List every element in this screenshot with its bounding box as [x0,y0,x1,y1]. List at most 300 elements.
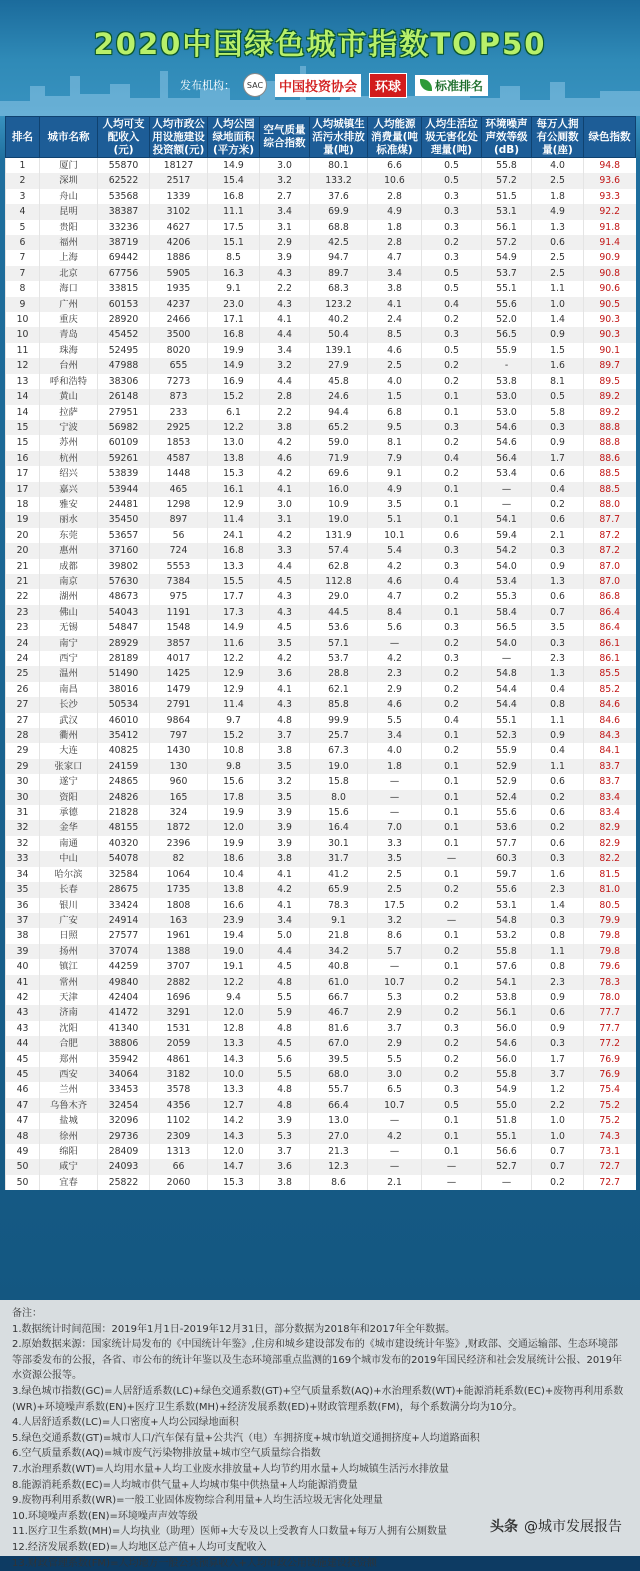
table-row [6,898,636,913]
value-cell: 15.6 [208,774,260,789]
value-cell: 0.4 [532,682,584,697]
rank-cell: 45 [6,1067,40,1082]
value-cell: 0.1 [422,1129,482,1144]
green-index-cell: 84.6 [584,713,636,728]
green-index-cell: 79.6 [584,959,636,974]
city-cell: 南宁 [40,636,98,651]
value-cell: 59.7 [482,867,532,882]
watermark-brand: 头条 [490,1516,518,1536]
value-cell: 139.1 [310,343,368,358]
value-cell: 2.8 [260,389,310,404]
value-cell: 3.7 [260,728,310,743]
table-row [6,666,636,681]
rank-cell: 50 [6,1175,40,1190]
value-cell: 1.6 [532,867,584,882]
value-cell: 19.9 [208,836,260,851]
value-cell: 55.3 [482,589,532,604]
value-cell: 0.2 [422,944,482,959]
city-cell: 日照 [40,928,98,943]
value-cell: 65.9 [310,882,368,897]
value-cell: 59.4 [482,528,532,543]
value-cell: 5.5 [260,990,310,1005]
column-header: 空气质量综合指数 [260,117,310,158]
rank-cell: 29 [6,743,40,758]
value-cell: 4.8 [260,1021,310,1036]
value-cell: 0.3 [422,220,482,235]
value-cell: 4.5 [260,574,310,589]
note-line: 11.医疗卫生系数(MH)=人均执业（助理）医师+大专及以上受教育人口数量+每万人拥有公厕数量 [12,1524,627,1540]
value-cell: 0.1 [422,774,482,789]
column-header: 人均能源消费量(吨标准煤) [368,117,422,158]
city-cell: 银川 [40,898,98,913]
value-cell: 45452 [98,327,150,342]
green-index-cell: 90.1 [584,343,636,358]
value-cell: 3.2 [260,173,310,188]
city-cell: 郑州 [40,1052,98,1067]
rank-cell: 39 [6,944,40,959]
green-index-cell: 94.8 [584,158,636,174]
value-cell: 5.6 [260,1052,310,1067]
value-cell: 54.4 [482,682,532,697]
value-cell: 0.1 [422,836,482,851]
value-cell: 0.2 [422,697,482,712]
rank-cell: 33 [6,851,40,866]
city-cell: 盐城 [40,1113,98,1128]
green-index-cell: 87.7 [584,512,636,527]
table-row [6,959,636,974]
table-row [6,574,636,589]
table-row [6,605,636,620]
value-cell: 3.2 [260,358,310,373]
value-cell: 2.9 [260,235,310,250]
value-cell: 133.2 [310,173,368,188]
table-row [6,220,636,235]
value-cell: 0.9 [532,559,584,574]
note-line: 12.经济发展系数(ED)=人均地区总产值+人均可支配收入 [12,1540,627,1556]
value-cell: 9.1 [310,913,368,928]
value-cell: 24093 [98,1159,150,1174]
value-cell: 16.4 [310,820,368,835]
value-cell: 53.4 [482,466,532,481]
column-header: 人均可支配收入(元) [98,117,150,158]
value-cell: 131.9 [310,528,368,543]
value-cell: 0.4 [422,451,482,466]
value-cell: 12.2 [208,975,260,990]
value-cell: 4.9 [368,482,422,497]
green-index-cell: 76.9 [584,1067,636,1082]
value-cell: 4.8 [260,1098,310,1113]
rank-cell: 26 [6,682,40,697]
city-cell: 东莞 [40,528,98,543]
value-cell: 1388 [150,944,208,959]
value-cell: 5.9 [260,1005,310,1020]
value-cell: 3.2 [260,774,310,789]
value-cell: 16.1 [208,482,260,497]
value-cell: 54.6 [482,420,532,435]
green-index-cell: 88.6 [584,451,636,466]
value-cell: 3500 [150,327,208,342]
value-cell: 29736 [98,1129,150,1144]
value-cell: 1.8 [368,220,422,235]
value-cell: 960 [150,774,208,789]
value-cell: 67.0 [310,1036,368,1051]
value-cell: 14.9 [208,620,260,635]
value-cell: 11.4 [208,512,260,527]
green-index-cell: 81.5 [584,867,636,882]
table-row [6,1067,636,1082]
rank-cell: 23 [6,605,40,620]
value-cell: 27951 [98,405,150,420]
value-cell: 0.5 [422,343,482,358]
value-cell: 5.5 [368,1052,422,1067]
city-cell: 广州 [40,297,98,312]
value-cell: 1872 [150,820,208,835]
value-cell: 32096 [98,1113,150,1128]
city-cell: 深圳 [40,173,98,188]
value-cell: 0.3 [532,851,584,866]
notes-heading: 备注： [12,1306,627,1322]
value-cell: 28409 [98,1144,150,1159]
value-cell: — [482,497,532,512]
value-cell: 9864 [150,713,208,728]
value-cell: 0.9 [532,327,584,342]
value-cell: 9.1 [208,281,260,296]
rank-cell: 43 [6,1021,40,1036]
value-cell: 0.3 [532,420,584,435]
green-index-cell: 73.1 [584,1144,636,1159]
value-cell: 89.7 [310,266,368,281]
value-cell: 7273 [150,374,208,389]
value-cell: 3.5 [368,497,422,512]
value-cell: 51490 [98,666,150,681]
value-cell: 0.2 [422,312,482,327]
value-cell: 4.6 [260,451,310,466]
value-cell: 1.2 [532,1082,584,1097]
note-line: 5.绿色交通系数(GT)=城市人口/汽车保有量+公共汽（电）车拥挤度+城市轨道交通拥挤度+人均道路面积 [12,1431,627,1447]
value-cell: 12.3 [310,1159,368,1174]
value-cell: 40.8 [310,959,368,974]
rank-cell: 29 [6,759,40,774]
value-cell: 897 [150,512,208,527]
value-cell: 10.7 [368,975,422,990]
value-cell: 17.3 [208,605,260,620]
rank-cell: 34 [6,867,40,882]
value-cell: 9.4 [208,990,260,1005]
value-cell: 0.6 [532,589,584,604]
value-cell: 4.5 [260,620,310,635]
value-cell: 55.8 [482,944,532,959]
table-row [6,1036,636,1051]
value-cell: 38387 [98,204,150,219]
value-cell: 0.9 [532,1021,584,1036]
rank-cell: 13 [6,374,40,389]
value-cell: 19.9 [208,805,260,820]
value-cell: 0.6 [532,774,584,789]
city-cell: 常州 [40,975,98,990]
rank-cell: 4 [6,204,40,219]
value-cell: 4.7 [368,250,422,265]
value-cell: 56.0 [482,1052,532,1067]
value-cell: 50534 [98,697,150,712]
city-cell: 拉萨 [40,405,98,420]
value-cell: 0.2 [422,882,482,897]
value-cell: 4.9 [532,204,584,219]
value-cell: 38016 [98,682,150,697]
value-cell: 53.1 [482,204,532,219]
table-row [6,543,636,558]
value-cell: 3.8 [260,743,310,758]
city-cell: 湖州 [40,589,98,604]
city-cell: 雅安 [40,497,98,512]
value-cell: 1298 [150,497,208,512]
value-cell: 33424 [98,898,150,913]
value-cell: 1.1 [532,759,584,774]
value-cell: 3.5 [260,759,310,774]
value-cell: 2791 [150,697,208,712]
value-cell: 4627 [150,220,208,235]
value-cell: 15.5 [208,574,260,589]
value-cell: 15.2 [208,728,260,743]
value-cell: 0.2 [422,636,482,651]
value-cell: 66 [150,1159,208,1174]
publisher-label: 发布机构： [180,77,235,93]
table-row [6,1129,636,1144]
green-index-cell: 74.3 [584,1129,636,1144]
rank-cell: 3 [6,189,40,204]
value-cell: 1.1 [532,713,584,728]
value-cell: 1696 [150,990,208,1005]
table-row [6,482,636,497]
table-row [6,713,636,728]
value-cell: 17.7 [208,589,260,604]
value-cell: 28929 [98,636,150,651]
value-cell: 67.3 [310,743,368,758]
sac-logo: SAC [243,73,267,97]
value-cell: 2396 [150,836,208,851]
value-cell: 7384 [150,574,208,589]
table-row [6,312,636,327]
green-index-cell: 88.5 [584,466,636,481]
value-cell: 33236 [98,220,150,235]
value-cell: 2517 [150,173,208,188]
value-cell: 16.8 [208,327,260,342]
value-cell: 0.5 [422,281,482,296]
rank-cell: 43 [6,1005,40,1020]
value-cell: 54847 [98,620,150,635]
value-cell: 0.9 [532,990,584,1005]
green-index-cell: 87.2 [584,528,636,543]
value-cell: 48155 [98,820,150,835]
value-cell: 9.8 [208,759,260,774]
value-cell: 3578 [150,1082,208,1097]
value-cell: 5.5 [260,1067,310,1082]
table-row [6,682,636,697]
value-cell: 4.1 [260,682,310,697]
city-cell: 绵阳 [40,1144,98,1159]
value-cell: 53568 [98,189,150,204]
rank-cell: 18 [6,497,40,512]
city-cell: 呼和浩特 [40,374,98,389]
value-cell: 1935 [150,281,208,296]
value-cell: 4587 [150,451,208,466]
value-cell: 29.0 [310,589,368,604]
value-cell: 15.6 [310,805,368,820]
green-index-cell: 87.2 [584,543,636,558]
table-body [6,158,636,1191]
green-index-cell: 90.9 [584,250,636,265]
value-cell: 41340 [98,1021,150,1036]
value-cell: 28189 [98,651,150,666]
note-line: 10.环境噪声系数(EN)=环境噪声声效等级 [12,1509,627,1525]
value-cell: 18.6 [208,851,260,866]
rank-cell: 45 [6,1052,40,1067]
rank-cell: 6 [6,235,40,250]
rank-cell: 11 [6,343,40,358]
green-index-cell: 82.2 [584,851,636,866]
value-cell: 4.8 [260,975,310,990]
note-line: 9.废物再利用系数(WR)=一般工业固体废物综合利用量+人均生活垃圾无害化处理量 [12,1493,627,1509]
rank-cell: 22 [6,589,40,604]
value-cell: 31.7 [310,851,368,866]
value-cell: 1.0 [532,1129,584,1144]
rank-cell: 48 [6,1129,40,1144]
value-cell: 3291 [150,1005,208,1020]
value-cell: 40320 [98,836,150,851]
value-cell: 0.2 [532,790,584,805]
value-cell: 1.5 [532,343,584,358]
table-row [6,1052,636,1067]
city-cell: 天津 [40,990,98,1005]
rank-cell: 17 [6,482,40,497]
rank-cell: 20 [6,528,40,543]
city-cell: 西安 [40,1067,98,1082]
value-cell: 0.2 [532,497,584,512]
table-row [6,1144,636,1159]
green-index-cell: 77.2 [584,1036,636,1051]
city-cell: 珠海 [40,343,98,358]
value-cell: 0.1 [422,497,482,512]
green-index-cell: 77.7 [584,1021,636,1036]
value-cell: 10.8 [208,743,260,758]
rank-cell: 30 [6,774,40,789]
city-cell: 镇江 [40,959,98,974]
green-index-cell: 72.7 [584,1175,636,1190]
rank-cell: 40 [6,959,40,974]
value-cell: 4.3 [260,697,310,712]
table-row [6,867,636,882]
value-cell: 55.1 [482,1129,532,1144]
value-cell: — [368,1113,422,1128]
standard-ranking-logo-text: 标准排名 [435,77,483,94]
rank-cell: 49 [6,1144,40,1159]
table-row [6,266,636,281]
value-cell: 11.4 [208,697,260,712]
value-cell: 19.9 [208,343,260,358]
value-cell: 21.8 [310,928,368,943]
green-index-cell: 81.0 [584,882,636,897]
table-row [6,913,636,928]
value-cell: 4017 [150,651,208,666]
table-row [6,820,636,835]
value-cell: 57.6 [482,959,532,974]
value-cell: 1191 [150,605,208,620]
rank-cell: 44 [6,1036,40,1051]
value-cell: 54.1 [482,975,532,990]
value-cell: 60.3 [482,851,532,866]
value-cell: 38719 [98,235,150,250]
city-cell: 昆明 [40,204,98,219]
green-index-cell: 85.2 [584,682,636,697]
value-cell: 0.1 [422,1144,482,1159]
value-cell: - [482,358,532,373]
city-cell: 南通 [40,836,98,851]
city-cell: 海口 [40,281,98,296]
value-cell: 2.3 [532,651,584,666]
value-cell: 19.0 [310,512,368,527]
value-cell: 53.0 [482,389,532,404]
value-cell: 3.8 [368,281,422,296]
green-index-cell: 80.5 [584,898,636,913]
value-cell: 2.2 [260,405,310,420]
column-header: 人均公园绿地面积(平方米) [208,117,260,158]
value-cell: 797 [150,728,208,743]
value-cell: 4.1 [368,297,422,312]
green-index-cell: 78.3 [584,975,636,990]
table-row [6,636,636,651]
table-row [6,1175,636,1190]
value-cell: 12.9 [208,666,260,681]
value-cell: 39802 [98,559,150,574]
city-cell: 衢州 [40,728,98,743]
value-cell: 7.9 [368,451,422,466]
city-cell: 西宁 [40,651,98,666]
value-cell: 38306 [98,374,150,389]
value-cell: 0.2 [422,466,482,481]
value-cell: 0.1 [422,759,482,774]
table-row [6,466,636,481]
note-line: 7.水治理系数(WT)=人均用水量+人均工业废水排放量+人均节约用水量+人均城镇生活污水排放量 [12,1462,627,1478]
city-cell: 杭州 [40,451,98,466]
value-cell: 54043 [98,605,150,620]
value-cell: — [422,1159,482,1174]
value-cell: 4.2 [260,882,310,897]
value-cell: 1430 [150,743,208,758]
value-cell: 57.4 [310,543,368,558]
city-cell: 温州 [40,666,98,681]
city-cell: 黄山 [40,389,98,404]
rank-cell: 20 [6,543,40,558]
city-cell: 张家口 [40,759,98,774]
value-cell: 3102 [150,204,208,219]
value-cell: 21828 [98,805,150,820]
note-line: 4.人居舒适系数(LC)=人口密度+人均公园绿地面积 [12,1415,627,1431]
value-cell: — [368,774,422,789]
table-header-row [6,117,636,158]
value-cell: 15.8 [310,774,368,789]
value-cell: — [422,913,482,928]
value-cell: 4.7 [368,589,422,604]
column-header: 人均城镇生活污水排放量(吨) [310,117,368,158]
value-cell: 55.6 [482,805,532,820]
column-header: 绿色指数 [584,117,636,158]
value-cell: 0.2 [422,435,482,450]
rank-cell: 2 [6,173,40,188]
value-cell: 99.9 [310,713,368,728]
value-cell: 4.1 [260,312,310,327]
city-cell: 咸宁 [40,1159,98,1174]
value-cell: 14.3 [208,1129,260,1144]
value-cell: 52.0 [482,312,532,327]
